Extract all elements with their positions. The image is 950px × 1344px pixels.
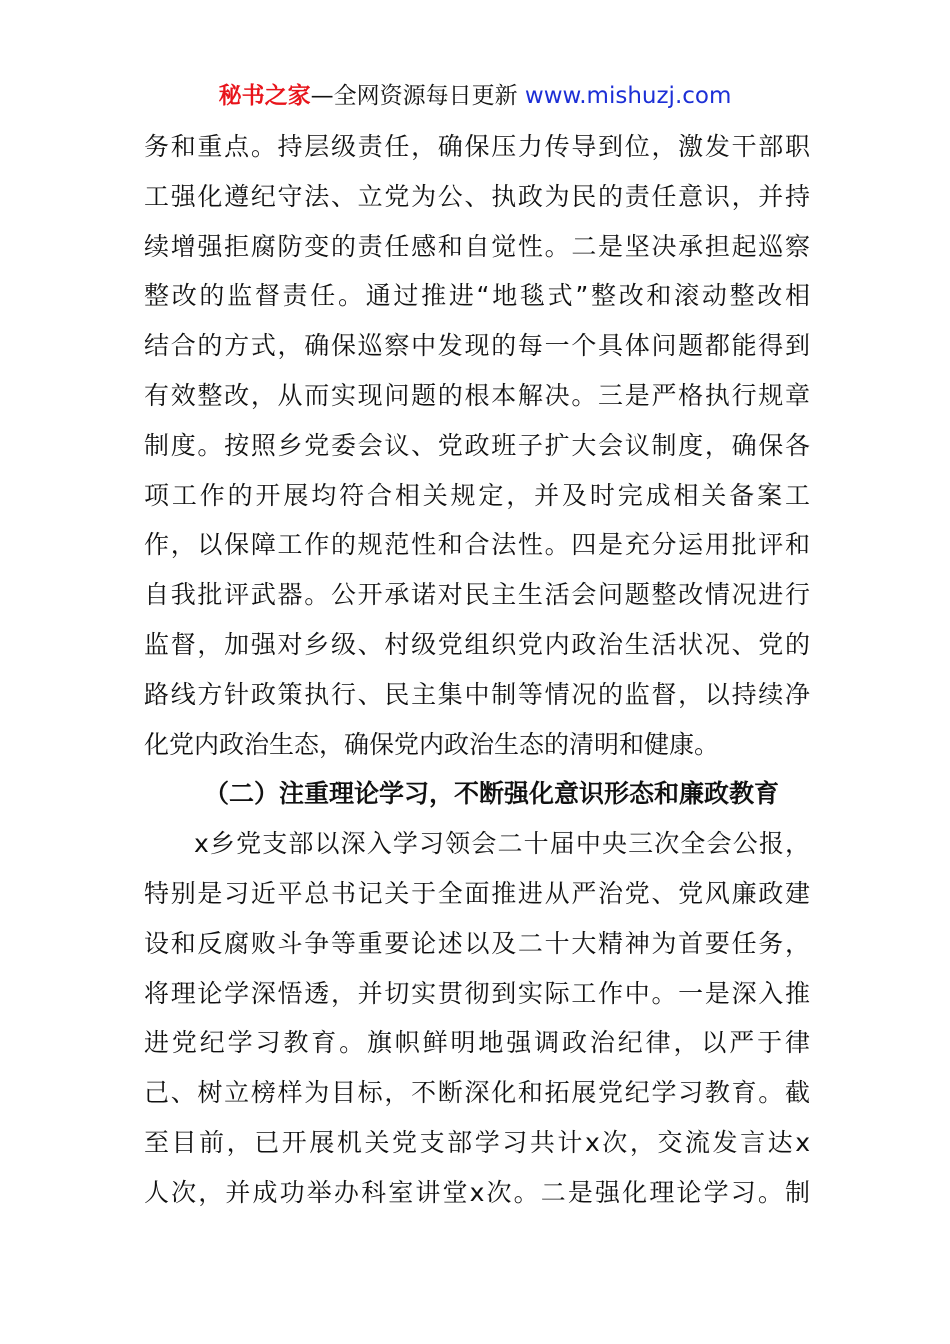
- paragraph-line: 项工作的开展均符合相关规定，并及时完成相关备案工: [144, 480, 810, 510]
- paragraph-line: 工强化遵纪守法、立党为公、执政为民的责任意识，并持: [144, 181, 810, 211]
- paragraph-line: 特别是习近平总书记关于全面推进从严治党、党风廉政建: [144, 878, 810, 908]
- paragraph-line: 至目前，已开展机关党支部学习共计x次，交流发言达x: [144, 1127, 810, 1157]
- paragraph-line: 有效整改，从而实现问题的根本解决。三是严格执行规章: [144, 380, 810, 410]
- paragraph-line: 进党纪学习教育。旗帜鲜明地强调政治纪律，以严于律: [144, 1028, 810, 1058]
- site-banner: [0, 80, 950, 112]
- paragraph-line: 务和重点。持层级责任，确保压力传导到位，激发干部职: [144, 132, 810, 161]
- section-heading: （二）注重理论学习，不断强化意识形态和廉政教育: [204, 779, 780, 809]
- paragraph-line: 路线方针政策执行、民主集中制等情况的监督，以持续净: [144, 679, 810, 709]
- paragraph-line: 作，以保障工作的规范性和合法性。四是充分运用批评和: [144, 530, 810, 560]
- site-tagline: —全网资源每日更新: [310, 83, 518, 109]
- paragraph-line: 监督，加强对乡级、村级党组织党内政治生活状况、党的: [144, 629, 810, 659]
- paragraph-line: 将理论学深悟透，并切实贯彻到实际工作中。一是深入推: [144, 978, 810, 1008]
- paragraph-line: 结合的方式，确保巡察中发现的每一个具体问题都能得到: [144, 331, 810, 361]
- paragraph-line: 自我批评武器。公开承诺对民主生活会问题整改情况进行: [144, 580, 810, 610]
- paragraph-line: 己、树立榜样为目标，不断深化和拓展党纪学习教育。截: [144, 1078, 810, 1108]
- paragraph-line: 整改的监督责任。通过推进“地毯式”整改和滚动整改相: [144, 281, 810, 311]
- paragraph-line: 续增强拒腐防变的责任感和自觉性。二是坚决承担起巡察: [144, 231, 810, 261]
- paragraph-line: 制度。按照乡党委会议、党政班子扩大会议制度，确保各: [144, 430, 810, 460]
- document-body: [144, 122, 810, 1218]
- paragraph-line: 人次，并成功举办科室讲堂x次。二是强化理论学习。制: [144, 1177, 810, 1207]
- site-url-link[interactable]: www.mishuzj.com: [524, 83, 732, 109]
- site-brand: 秘书之家: [218, 83, 311, 109]
- paragraph-line: 设和反腐败斗争等重要论述以及二十大精神为首要任务，: [144, 928, 810, 958]
- paragraph-line: x乡党支部以深入学习领会二十届中央三次全会公报，: [194, 829, 810, 859]
- paragraph-line: 化党内政治生态，确保党内政治生态的清明和健康。: [144, 729, 720, 759]
